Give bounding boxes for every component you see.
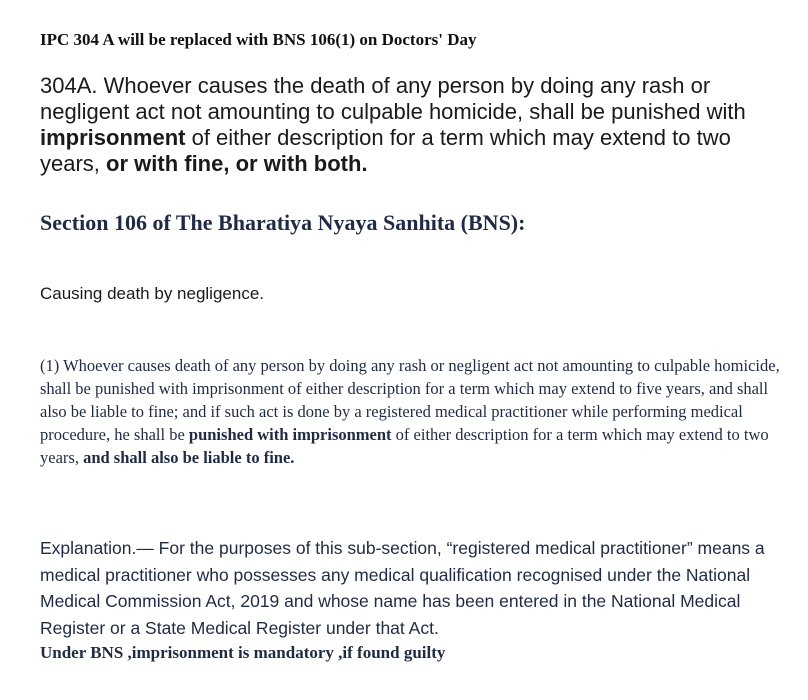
- clause-bold-fine: and shall also be liable to fine.: [83, 448, 295, 467]
- bns-106-clause: [40, 354, 780, 469]
- clause-bold-punished: punished with imprisonment: [188, 425, 392, 444]
- section-heading: Section 106 of The Bharatiya Nyaya Sanhita (BNS):: [40, 210, 526, 235]
- ipc-text-bold-fine: or with fine, or with both.: [106, 151, 368, 176]
- section-subtitle: Causing death by negligence.: [40, 284, 264, 303]
- clause-part1: (1) Whoever causes death of any person by doing any rash or negligent act not amounting to culpable homicide, shall be punished with imprisonment of either description for a term which may extend to five years, and shall also be liable to fine; and if such act is done by a registered medical practitioner while performing medical procedure, he shall be: [40, 356, 780, 444]
- mandatory-note: Under BNS ,imprisonment is mandatory ,if found guilty: [40, 643, 446, 662]
- explanation-text: Explanation.— For the purposes of this sub-section, “registered medical practitioner” means a medical practitioner who possesses any medical qualification recognised under the National Medical Commission Act, 2019 and whose name has been entered in the National Medical Register or a State Medical Register under that Act.: [40, 538, 765, 638]
- clause-part2: of either description for a term which may extend to two years,: [40, 425, 769, 467]
- explanation-block: [40, 535, 785, 665]
- ipc-304a-text: [40, 73, 780, 177]
- page-title: IPC 304 A will be replaced with BNS 106(1) on Doctors' Day: [40, 30, 477, 49]
- ipc-text-part2: of either description for a term which may extend to two years,: [40, 125, 731, 176]
- ipc-text-bold-imprisonment: imprisonment: [40, 125, 186, 150]
- ipc-text-part1: 304A. Whoever causes the death of any person by doing any rash or negligent act not amounting to culpable homicide, shall be punished with: [40, 73, 746, 124]
